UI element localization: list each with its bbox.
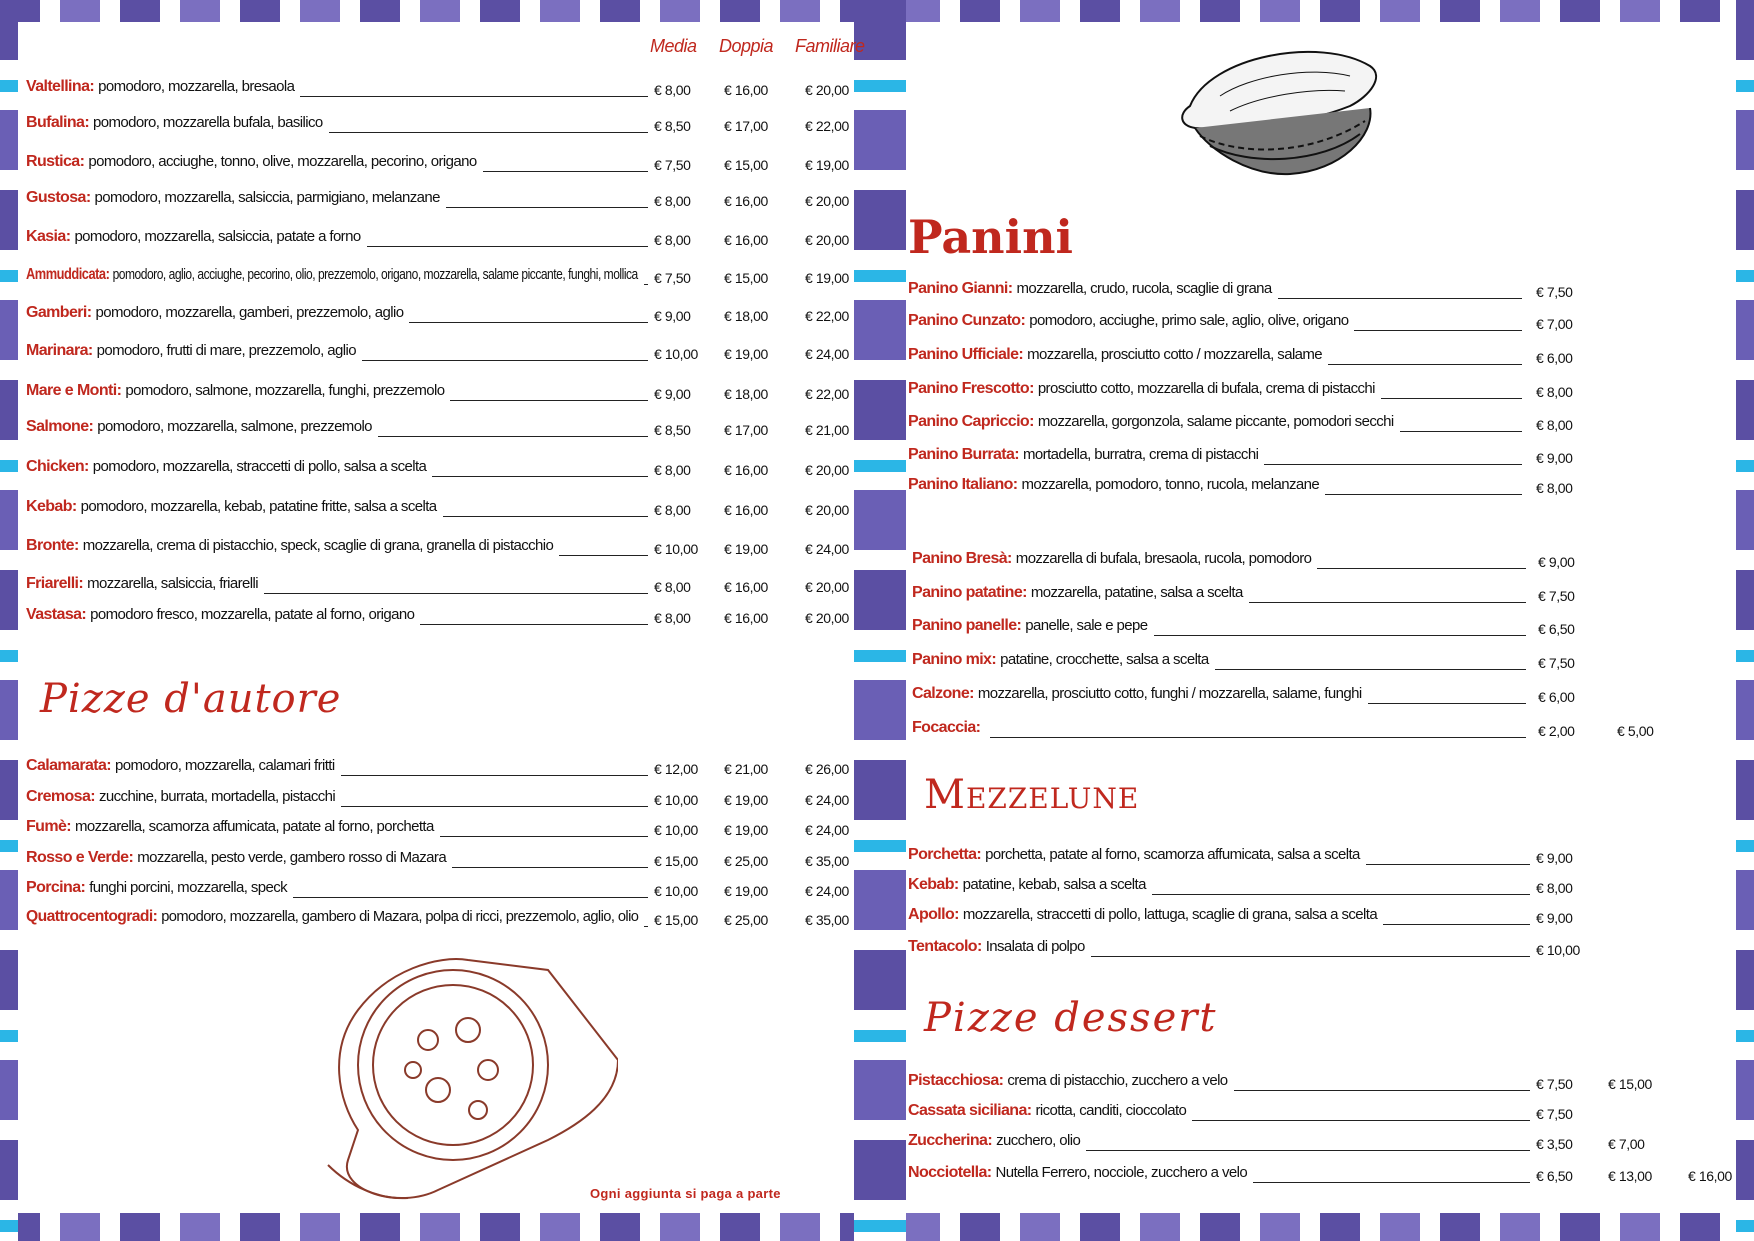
- menu-item-description: pomodoro, mozzarella, straccetti di pollo, salsa a scelta: [92, 458, 427, 475]
- menu-item-description: patatine, crocchette, salsa a scelta: [1000, 651, 1209, 668]
- menu-item: [26, 78, 294, 100]
- menu-item: [26, 788, 335, 810]
- menu-item-price: € 17,00: [724, 422, 768, 438]
- extras-note: Ogni aggiunta si paga a parte: [590, 1186, 781, 1201]
- menu-item-price: € 19,00: [724, 883, 768, 899]
- menu-item-description: mozzarella, prosciutto cotto, funghi / mozzarella, salame, funghi: [977, 685, 1362, 702]
- menu-item-description: pomodoro, aglio, acciughe, pecorino, olio, prezzemolo, origano, mozzarella, salame piccante, funghi, mollica: [112, 266, 638, 283]
- menu-item-price: € 6,00: [1536, 350, 1573, 366]
- menu-item: [908, 876, 1146, 898]
- menu-item: [26, 757, 335, 779]
- menu-item-name: Focaccia:: [912, 719, 981, 736]
- menu-item-name: Calamarata:: [26, 757, 112, 774]
- menu-item-price: € 19,00: [805, 157, 849, 173]
- menu-item-price: € 7,50: [654, 157, 691, 173]
- menu-item-price: € 25,00: [724, 853, 768, 869]
- price-leader-line: [1381, 398, 1522, 399]
- menu-item: [26, 458, 426, 480]
- menu-item-name: Rosso e Verde:: [26, 849, 134, 866]
- menu-item: [908, 312, 1348, 334]
- menu-item-price: € 8,00: [654, 193, 691, 209]
- menu-item: [26, 418, 372, 440]
- menu-item-price: € 7,50: [1538, 655, 1575, 671]
- menu-item-name: Panino Ufficiale:: [908, 346, 1024, 363]
- menu-item-description: mozzarella, crudo, rucola, scaglie di grana: [1016, 280, 1272, 297]
- menu-item-price: € 8,00: [1536, 880, 1573, 896]
- menu-item-price: € 26,00: [805, 761, 849, 777]
- menu-item-price: € 10,00: [654, 883, 698, 899]
- menu-item-price: € 16,00: [724, 579, 768, 595]
- price-leader-line: [1354, 330, 1522, 331]
- menu-item: [912, 550, 1311, 572]
- menu-item: [908, 476, 1319, 498]
- price-leader-line: [559, 555, 648, 556]
- menu-item-description: mozzarella, crema di pistacchio, speck, scaglie di grana, granella di pistacchio: [82, 537, 554, 554]
- menu-item-name: Kebab:: [908, 876, 959, 893]
- menu-item: [912, 685, 1362, 707]
- menu-item-price: € 8,00: [654, 232, 691, 248]
- price-leader-line: [1368, 703, 1526, 704]
- menu-item-description: pomodoro, acciughe, tonno, olive, mozzarella, pecorino, origano: [88, 153, 477, 170]
- menu-item-price: € 9,00: [1536, 910, 1573, 926]
- price-leader-line: [1264, 464, 1522, 465]
- menu-item-description: zucchine, burrata, mortadella, pistacchi: [99, 788, 336, 805]
- menu-item-price: € 35,00: [805, 912, 849, 928]
- menu-item-price: € 20,00: [805, 232, 849, 248]
- menu-item-price: € 19,00: [724, 541, 768, 557]
- menu-item-name: Valtellina:: [26, 78, 95, 95]
- menu-item-price: € 20,00: [805, 193, 849, 209]
- menu-item: [26, 498, 437, 520]
- menu-item-description: funghi porcini, mozzarella, speck: [89, 879, 288, 896]
- price-leader-line: [483, 171, 648, 172]
- section-title-panini: Panini: [908, 210, 1073, 264]
- menu-item-price: € 9,00: [654, 386, 691, 402]
- menu-item-price: € 20,00: [805, 462, 849, 478]
- menu-item-price: € 8,00: [1536, 480, 1573, 496]
- price-leader-line: [1366, 864, 1530, 865]
- menu-item-price: € 16,00: [724, 502, 768, 518]
- menu-item: [26, 304, 403, 326]
- menu-item-price: € 21,00: [805, 422, 849, 438]
- price-leader-line: [362, 360, 648, 361]
- price-leader-line: [1249, 602, 1526, 603]
- menu-item-price: € 19,00: [724, 792, 768, 808]
- menu-item-price: € 16,00: [724, 610, 768, 626]
- menu-item-price: € 6,00: [1538, 689, 1575, 705]
- menu-item-price: € 10,00: [1536, 942, 1580, 958]
- menu-item-name: Friarelli:: [26, 575, 84, 592]
- price-leader-line: [452, 867, 648, 868]
- menu-item-price: € 15,00: [724, 270, 768, 286]
- price-leader-line: [1091, 956, 1530, 957]
- price-leader-line: [1328, 364, 1522, 365]
- menu-item-price: € 7,50: [1538, 588, 1575, 604]
- menu-item-description: pomodoro, mozzarella, salsiccia, patate a forno: [74, 228, 361, 245]
- menu-item: [26, 818, 434, 840]
- menu-item-price: € 10,00: [654, 792, 698, 808]
- menu-item: [26, 153, 477, 175]
- menu-item-price: € 9,00: [1536, 450, 1573, 466]
- price-leader-line: [1400, 431, 1522, 432]
- menu-item-name: Salmone:: [26, 418, 94, 435]
- section-title-mezzelune: Mezzelune: [924, 772, 1140, 818]
- menu-item-description: Insalata di polpo: [985, 938, 1085, 955]
- col-media: Media: [650, 36, 697, 56]
- menu-item-price: € 19,00: [724, 346, 768, 362]
- menu-item-description: mortadella, burratra, crema di pistacchi: [1023, 446, 1259, 463]
- price-leader-line: [1317, 568, 1526, 569]
- menu-item: [26, 575, 258, 597]
- price-leader-line: [446, 207, 648, 208]
- menu-item-price: € 8,50: [654, 118, 691, 134]
- menu-item-name: Panino Italiano:: [908, 476, 1018, 493]
- menu-item-price: € 8,00: [1536, 384, 1573, 400]
- menu-item-description: panelle, sale e pepe: [1025, 617, 1148, 634]
- menu-item-description: mozzarella, pesto verde, gambero rosso di Mazara: [137, 849, 447, 866]
- menu-item-price: € 24,00: [805, 541, 849, 557]
- menu-item-price: € 22,00: [805, 386, 849, 402]
- price-leader-line: [432, 476, 648, 477]
- menu-item-name: Porcina:: [26, 879, 86, 896]
- col-doppia: Doppia: [719, 36, 774, 56]
- menu-item-name: Tentacolo:: [908, 938, 982, 955]
- menu-item-description: pomodoro, mozzarella bufala, basilico: [93, 114, 323, 131]
- frame-center-pattern: [854, 0, 906, 1241]
- menu-item-price: € 15,00: [1608, 1076, 1652, 1092]
- menu-item-description: pomodoro, salmone, mozzarella, funghi, prezzemolo: [125, 382, 445, 399]
- menu-item-description: mozzarella, scamorza affumicata, patate al forno, porchetta: [75, 818, 434, 835]
- price-leader-line: [1086, 1150, 1530, 1151]
- menu-item: [26, 342, 356, 364]
- menu-item-price: € 7,00: [1608, 1136, 1645, 1152]
- col-familiare: Familiare: [795, 36, 865, 56]
- price-leader-line: [1154, 635, 1526, 636]
- menu-item-price: € 8,00: [654, 502, 691, 518]
- menu-item-price: € 20,00: [805, 82, 849, 98]
- menu-item: [908, 1164, 1247, 1186]
- menu-item-name: Panino Frescotto:: [908, 380, 1034, 397]
- menu-item-description: mozzarella, gorgonzola, salame piccante, pomodori secchi: [1037, 413, 1394, 430]
- price-leader-line: [1234, 1090, 1530, 1091]
- menu-item: [26, 537, 553, 559]
- menu-item-price: € 12,00: [654, 761, 698, 777]
- menu-item-price: € 15,00: [654, 912, 698, 928]
- menu-item-name: Panino patatine:: [912, 584, 1027, 601]
- menu-item-price: € 24,00: [805, 792, 849, 808]
- menu-item-price: € 9,00: [1538, 554, 1575, 570]
- price-leader-line: [990, 737, 1526, 738]
- price-leader-line: [1253, 1182, 1530, 1183]
- menu-item-name: Kasia:: [26, 228, 71, 245]
- menu-item-price: € 8,00: [654, 579, 691, 595]
- menu-item-price: € 22,00: [805, 118, 849, 134]
- section-title-pizze-autore: Pizze d'autore: [40, 676, 342, 722]
- menu-item-name: Panino Gianni:: [908, 280, 1013, 297]
- menu-item-price: € 22,00: [805, 308, 849, 324]
- menu-item-price: € 3,50: [1536, 1136, 1573, 1152]
- menu-item-price: € 8,50: [654, 422, 691, 438]
- menu-item: [908, 846, 1360, 868]
- menu-item-price: € 18,00: [724, 308, 768, 324]
- menu-item-price: € 24,00: [805, 883, 849, 899]
- menu-item-price: € 35,00: [805, 853, 849, 869]
- menu-item-description: pomodoro, mozzarella, gamberi, prezzemolo, aglio: [95, 304, 404, 321]
- menu-item-name: Bufalina:: [26, 114, 90, 131]
- menu-item-name: Bronte:: [26, 537, 79, 554]
- menu-item: [26, 606, 414, 628]
- price-leader-line: [644, 284, 648, 285]
- menu-item-name: Panino mix:: [912, 651, 997, 668]
- menu-item-description: Nutella Ferrero, nocciole, zucchero a velo: [995, 1164, 1248, 1181]
- menu-item-price: € 6,50: [1536, 1168, 1573, 1184]
- price-leader-line: [450, 400, 648, 401]
- price-leader-line: [1325, 494, 1522, 495]
- price-leader-line: [1383, 924, 1530, 925]
- menu-item-price: € 7,50: [1536, 284, 1573, 300]
- menu-item-name: Gustosa:: [26, 189, 91, 206]
- menu-item-name: Rustica:: [26, 153, 85, 170]
- menu-item-description: patatine, kebab, salsa a scelta: [962, 876, 1146, 893]
- menu-item: [912, 651, 1209, 673]
- price-leader-line: [264, 593, 648, 594]
- menu-item-name: Vastasa:: [26, 606, 87, 623]
- menu-item: [26, 266, 638, 288]
- price-leader-line: [367, 246, 648, 247]
- menu-item-price: € 20,00: [805, 579, 849, 595]
- frame-right-pattern: [1736, 0, 1754, 1241]
- menu-item-name: Apollo:: [908, 906, 959, 923]
- menu-item-price: € 9,00: [654, 308, 691, 324]
- menu-item-name: Cremosa:: [26, 788, 96, 805]
- menu-item-price: € 16,00: [1688, 1168, 1732, 1184]
- pizza-illustration: [318, 950, 618, 1210]
- price-leader-line: [329, 132, 648, 133]
- menu-item-description: mozzarella, prosciutto cotto / mozzarella, salame: [1027, 346, 1323, 363]
- menu-item: [912, 617, 1148, 639]
- menu-item-price: € 20,00: [805, 610, 849, 626]
- menu-item-description: mozzarella, straccetti di pollo, lattuga, scaglie di grana, salsa a scelta: [962, 906, 1378, 923]
- menu-item-price: € 20,00: [805, 502, 849, 518]
- menu-item: [908, 280, 1272, 302]
- menu-item-name: Chicken:: [26, 458, 89, 475]
- menu-item-name: Panino Capriccio:: [908, 413, 1034, 430]
- menu-item-price: € 8,00: [1536, 417, 1573, 433]
- menu-item-name: Panino Burrata:: [908, 446, 1020, 463]
- menu-item-description: ricotta, canditi, cioccolato: [1035, 1102, 1187, 1119]
- menu-item-price: € 21,00: [724, 761, 768, 777]
- menu-item: [912, 719, 984, 741]
- menu-item: [26, 114, 323, 136]
- menu-item-price: € 8,00: [654, 462, 691, 478]
- menu-item: [908, 446, 1258, 468]
- price-leader-line: [420, 624, 648, 625]
- menu-item: [908, 1072, 1228, 1094]
- menu-item-price: € 16,00: [724, 193, 768, 209]
- menu-item: [908, 346, 1322, 368]
- menu-item-description: pomodoro, mozzarella, salmone, prezzemolo: [97, 418, 372, 435]
- menu-item-price: € 9,00: [1536, 850, 1573, 866]
- price-leader-line: [1215, 669, 1526, 670]
- menu-item-name: Zuccherina:: [908, 1132, 993, 1149]
- menu-item: [26, 189, 440, 211]
- sandwich-illustration: [1170, 36, 1390, 196]
- menu-item-name: Ammuddicata:: [26, 266, 110, 283]
- menu-item-name: Gamberi:: [26, 304, 92, 321]
- menu-item-price: € 7,50: [1536, 1076, 1573, 1092]
- price-leader-line: [341, 775, 648, 776]
- menu-item-description: pomodoro, mozzarella, kebab, patatine fritte, salsa a scelta: [80, 498, 437, 515]
- menu-item-price: € 10,00: [654, 541, 698, 557]
- price-leader-line: [293, 897, 648, 898]
- menu-item-price: € 5,00: [1617, 723, 1654, 739]
- menu-item: [908, 1132, 1080, 1154]
- menu-item: [912, 584, 1243, 606]
- menu-item-description: pomodoro, mozzarella, salsiccia, parmigiano, melanzane: [94, 189, 440, 206]
- menu-item: [26, 849, 446, 871]
- price-leader-line: [1278, 298, 1522, 299]
- menu-item-name: Calzone:: [912, 685, 974, 702]
- menu-item-description: mozzarella, patatine, salsa a scelta: [1030, 584, 1243, 601]
- price-leader-line: [409, 322, 648, 323]
- menu-item-price: € 16,00: [724, 82, 768, 98]
- menu-item-description: crema di pistacchio, zucchero a velo: [1007, 1072, 1228, 1089]
- menu-item-name: Nocciotella:: [908, 1164, 992, 1181]
- price-leader-line: [1192, 1120, 1530, 1121]
- menu-item-price: € 18,00: [724, 386, 768, 402]
- price-leader-line: [443, 516, 648, 517]
- menu-item-price: € 10,00: [654, 346, 698, 362]
- menu-item-price: € 25,00: [724, 912, 768, 928]
- menu-item: [908, 938, 1085, 960]
- menu-item: [26, 228, 361, 250]
- menu-item-description: pomodoro, mozzarella, calamari fritti: [115, 757, 335, 774]
- menu-item-name: Porchetta:: [908, 846, 982, 863]
- menu-item-price: € 8,00: [654, 610, 691, 626]
- menu-item-description: mozzarella, pomodoro, tonno, rucola, melanzane: [1021, 476, 1320, 493]
- price-leader-line: [440, 836, 648, 837]
- menu-item-description: zucchero, olio: [996, 1132, 1081, 1149]
- price-leader-line: [378, 436, 648, 437]
- menu-item: [26, 382, 444, 404]
- menu-item-name: Mare e Monti:: [26, 382, 122, 399]
- menu-item-name: Cassata siciliana:: [908, 1102, 1032, 1119]
- menu-item-description: prosciutto cotto, mozzarella di bufala, crema di pistacchi: [1037, 380, 1375, 397]
- menu-item-price: € 7,50: [1536, 1106, 1573, 1122]
- menu-item-price: € 10,00: [654, 822, 698, 838]
- menu-item-price: € 16,00: [724, 462, 768, 478]
- menu-item-price: € 24,00: [805, 822, 849, 838]
- menu-item-price: € 19,00: [805, 270, 849, 286]
- menu-item-name: Panino Cunzato:: [908, 312, 1026, 329]
- menu-item-name: Panino panelle:: [912, 617, 1022, 634]
- menu-item: [26, 908, 638, 930]
- menu-item-name: Fumè:: [26, 818, 72, 835]
- menu-item-description: pomodoro, mozzarella, bresaola: [98, 78, 295, 95]
- price-leader-line: [300, 96, 648, 97]
- menu-item-price: € 2,00: [1538, 723, 1575, 739]
- menu-item: [908, 380, 1375, 402]
- menu-item-price: € 17,00: [724, 118, 768, 134]
- menu-item-price: € 13,00: [1608, 1168, 1652, 1184]
- menu-item-description: porchetta, patate al forno, scamorza affumicata, salsa a scelta: [985, 846, 1360, 863]
- price-leader-line: [341, 806, 648, 807]
- price-leader-line: [644, 926, 648, 927]
- menu-item-name: Kebab:: [26, 498, 77, 515]
- menu-item-name: Marinara:: [26, 342, 93, 359]
- menu-item: [908, 906, 1377, 928]
- menu-item-description: pomodoro, mozzarella, gambero di Mazara, polpa di ricci, prezzemolo, aglio, olio: [161, 908, 639, 925]
- menu-item-price: € 7,00: [1536, 316, 1573, 332]
- menu-item-description: mozzarella di bufala, bresaola, rucola, pomodoro: [1015, 550, 1312, 567]
- frame-left-pattern: [0, 0, 18, 1241]
- menu-item-price: € 19,00: [724, 822, 768, 838]
- price-leader-line: [1152, 894, 1530, 895]
- menu-item: [26, 879, 287, 901]
- menu-item-price: € 16,00: [724, 232, 768, 248]
- menu-item-price: € 15,00: [654, 853, 698, 869]
- menu-item-description: mozzarella, salsiccia, friarelli: [87, 575, 258, 592]
- menu-item-price: € 7,50: [654, 270, 691, 286]
- menu-item-name: Panino Bresà:: [912, 550, 1012, 567]
- menu-item-price: € 24,00: [805, 346, 849, 362]
- menu-item-description: pomodoro, acciughe, primo sale, aglio, olive, origano: [1029, 312, 1349, 329]
- menu-item-description: pomodoro fresco, mozzarella, patate al forno, origano: [90, 606, 415, 623]
- section-title-pizze-dessert: Pizze dessert: [924, 995, 1218, 1041]
- menu-item-price: € 6,50: [1538, 621, 1575, 637]
- menu-item: [908, 413, 1394, 435]
- menu-item-price: € 8,00: [654, 82, 691, 98]
- menu-item-name: Quattrocentogradi:: [26, 908, 158, 925]
- menu-item: [908, 1102, 1186, 1124]
- menu-item-description: pomodoro, frutti di mare, prezzemolo, aglio: [96, 342, 356, 359]
- menu-item-price: € 15,00: [724, 157, 768, 173]
- menu-item-name: Pistacchiosa:: [908, 1072, 1004, 1089]
